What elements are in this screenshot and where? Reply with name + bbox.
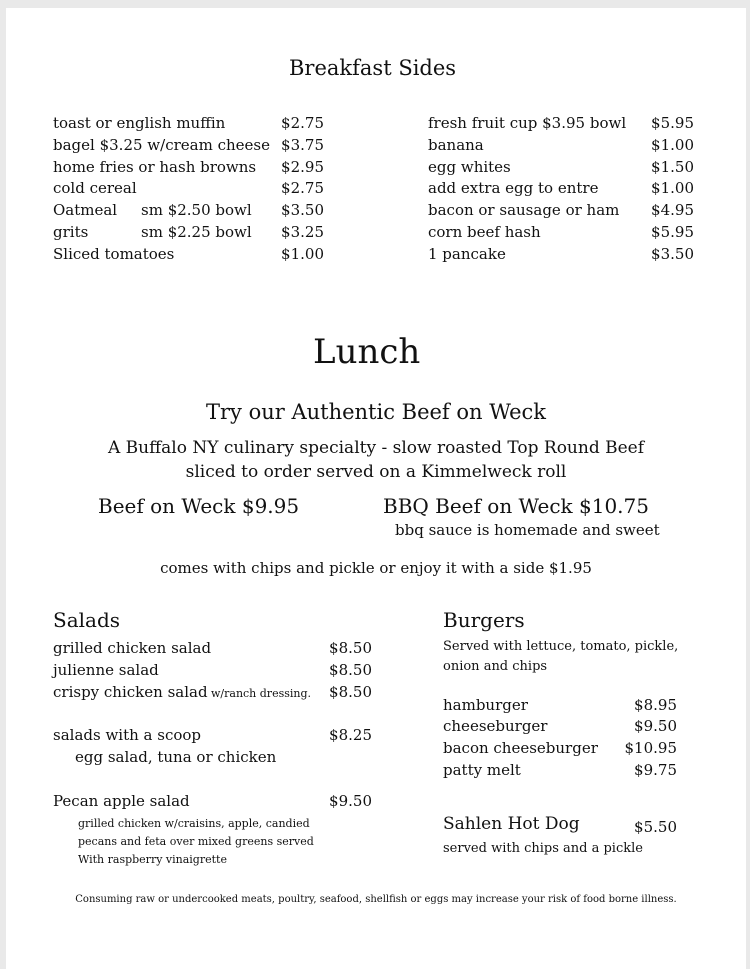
pecan-salad-detail: grilled chicken w/craisins, apple, candied — [78, 817, 310, 830]
breakfast-item-sizes: sm $2.50 bowl — [141, 201, 252, 219]
salads-title: Salads — [53, 608, 121, 632]
scoop-salad-name: salads with a scoop — [53, 726, 202, 744]
burger-item-name: cheeseburger — [443, 717, 548, 735]
burger-item-price: $10.95 — [624, 739, 677, 757]
weck-description-line1: A Buffalo NY culinary specialty - slow roasted Top Round Beef — [107, 438, 645, 458]
hotdog-description: served with chips and a pickle — [443, 841, 643, 856]
salad-item-name: julienne salad — [53, 661, 159, 679]
breakfast-item-name: bacon or sausage or ham — [428, 201, 620, 219]
breakfast-item-price: $1.50 — [651, 158, 694, 176]
salad-item-name: crispy chicken salad — [53, 683, 208, 701]
scoop-salad-price: $8.25 — [329, 726, 372, 744]
breakfast-item-name: 1 pancake — [428, 245, 506, 263]
burger-item-name: hamburger — [443, 696, 528, 714]
bbq-beef-on-weck-item: BBQ Beef on Weck $10.75 — [383, 494, 649, 518]
breakfast-item-name: Sliced tomatoes — [53, 245, 175, 263]
burgers-title: Burgers — [443, 608, 525, 632]
burger-item-name: patty melt — [443, 761, 521, 779]
burger-item-price: $8.95 — [634, 696, 677, 714]
lunch-title: Lunch — [313, 332, 421, 372]
salad-item-price: $8.50 — [329, 661, 372, 679]
breakfast-item-price: $3.75 — [281, 136, 324, 154]
burger-item-name: bacon cheeseburger — [443, 739, 598, 757]
breakfast-item-name: add extra egg to entre — [428, 179, 599, 197]
breakfast-item-price: $2.95 — [281, 158, 324, 176]
breakfast-item-price: $4.95 — [651, 201, 694, 219]
breakfast-item-name: grits — [53, 223, 89, 241]
hotdog-price: $5.50 — [634, 818, 677, 836]
scoop-salad-detail: egg salad, tuna or chicken — [75, 748, 277, 766]
breakfast-item-price: $1.00 — [281, 245, 324, 263]
salad-item-name: grilled chicken salad — [53, 639, 212, 657]
beef-on-weck-item: Beef on Weck $9.95 — [98, 494, 300, 518]
burgers-description-line2: onion and chips — [443, 659, 548, 674]
breakfast-title: Breakfast Sides — [289, 56, 457, 80]
pecan-salad-detail: pecans and feta over mixed greens served — [78, 835, 314, 848]
breakfast-item-price: $3.50 — [281, 201, 324, 219]
hotdog-name: Sahlen Hot Dog — [443, 814, 580, 834]
salad-item-note: w/ranch dressing. — [211, 687, 312, 700]
breakfast-item-name: cold cereal — [53, 179, 137, 197]
breakfast-item-name: egg whites — [428, 158, 511, 176]
breakfast-item-price: $3.25 — [281, 223, 324, 241]
breakfast-item-price: $3.50 — [651, 245, 694, 263]
pecan-salad-price: $9.50 — [329, 792, 372, 810]
food-safety-disclaimer: Consuming raw or undercooked meats, poultry, seafood, shellfish or eggs may increase your risk of food borne illness. — [75, 894, 677, 905]
breakfast-item-price: $5.95 — [651, 223, 694, 241]
breakfast-item-price: $1.00 — [651, 179, 694, 197]
salad-item-price: $8.50 — [329, 639, 372, 657]
weck-description-line2: sliced to order served on a Kimmelweck roll — [185, 462, 567, 482]
breakfast-item-name: Oatmeal — [53, 201, 118, 219]
comes-with-note: comes with chips and pickle or enjoy it with a side $1.95 — [160, 559, 592, 577]
burgers-description-line1: Served with lettuce, tomato, pickle, — [443, 639, 679, 654]
salad-item-price: $8.50 — [329, 683, 372, 701]
bbq-note: bbq sauce is homemade and sweet — [395, 521, 660, 539]
breakfast-item-name: toast or english muffin — [53, 114, 226, 132]
menu-page — [6, 8, 746, 969]
breakfast-item-price: $5.95 — [651, 114, 694, 132]
breakfast-item-name: bagel $3.25 w/cream cheese — [53, 136, 270, 154]
pecan-salad-name: Pecan apple salad — [53, 792, 190, 810]
breakfast-item-price: $2.75 — [281, 114, 324, 132]
breakfast-item-name: banana — [428, 136, 484, 154]
breakfast-item-name: fresh fruit cup $3.95 bowl — [428, 114, 627, 132]
weck-heading: Try our Authentic Beef on Weck — [205, 400, 547, 424]
breakfast-item-price: $2.75 — [281, 179, 324, 197]
pecan-salad-detail: With raspberry vinaigrette — [78, 853, 227, 866]
breakfast-item-name: home fries or hash browns — [53, 158, 257, 176]
burger-item-price: $9.75 — [634, 761, 677, 779]
burger-item-price: $9.50 — [634, 717, 677, 735]
breakfast-item-name: corn beef hash — [428, 223, 541, 241]
breakfast-item-sizes: sm $2.25 bowl — [141, 223, 252, 241]
breakfast-item-price: $1.00 — [651, 136, 694, 154]
